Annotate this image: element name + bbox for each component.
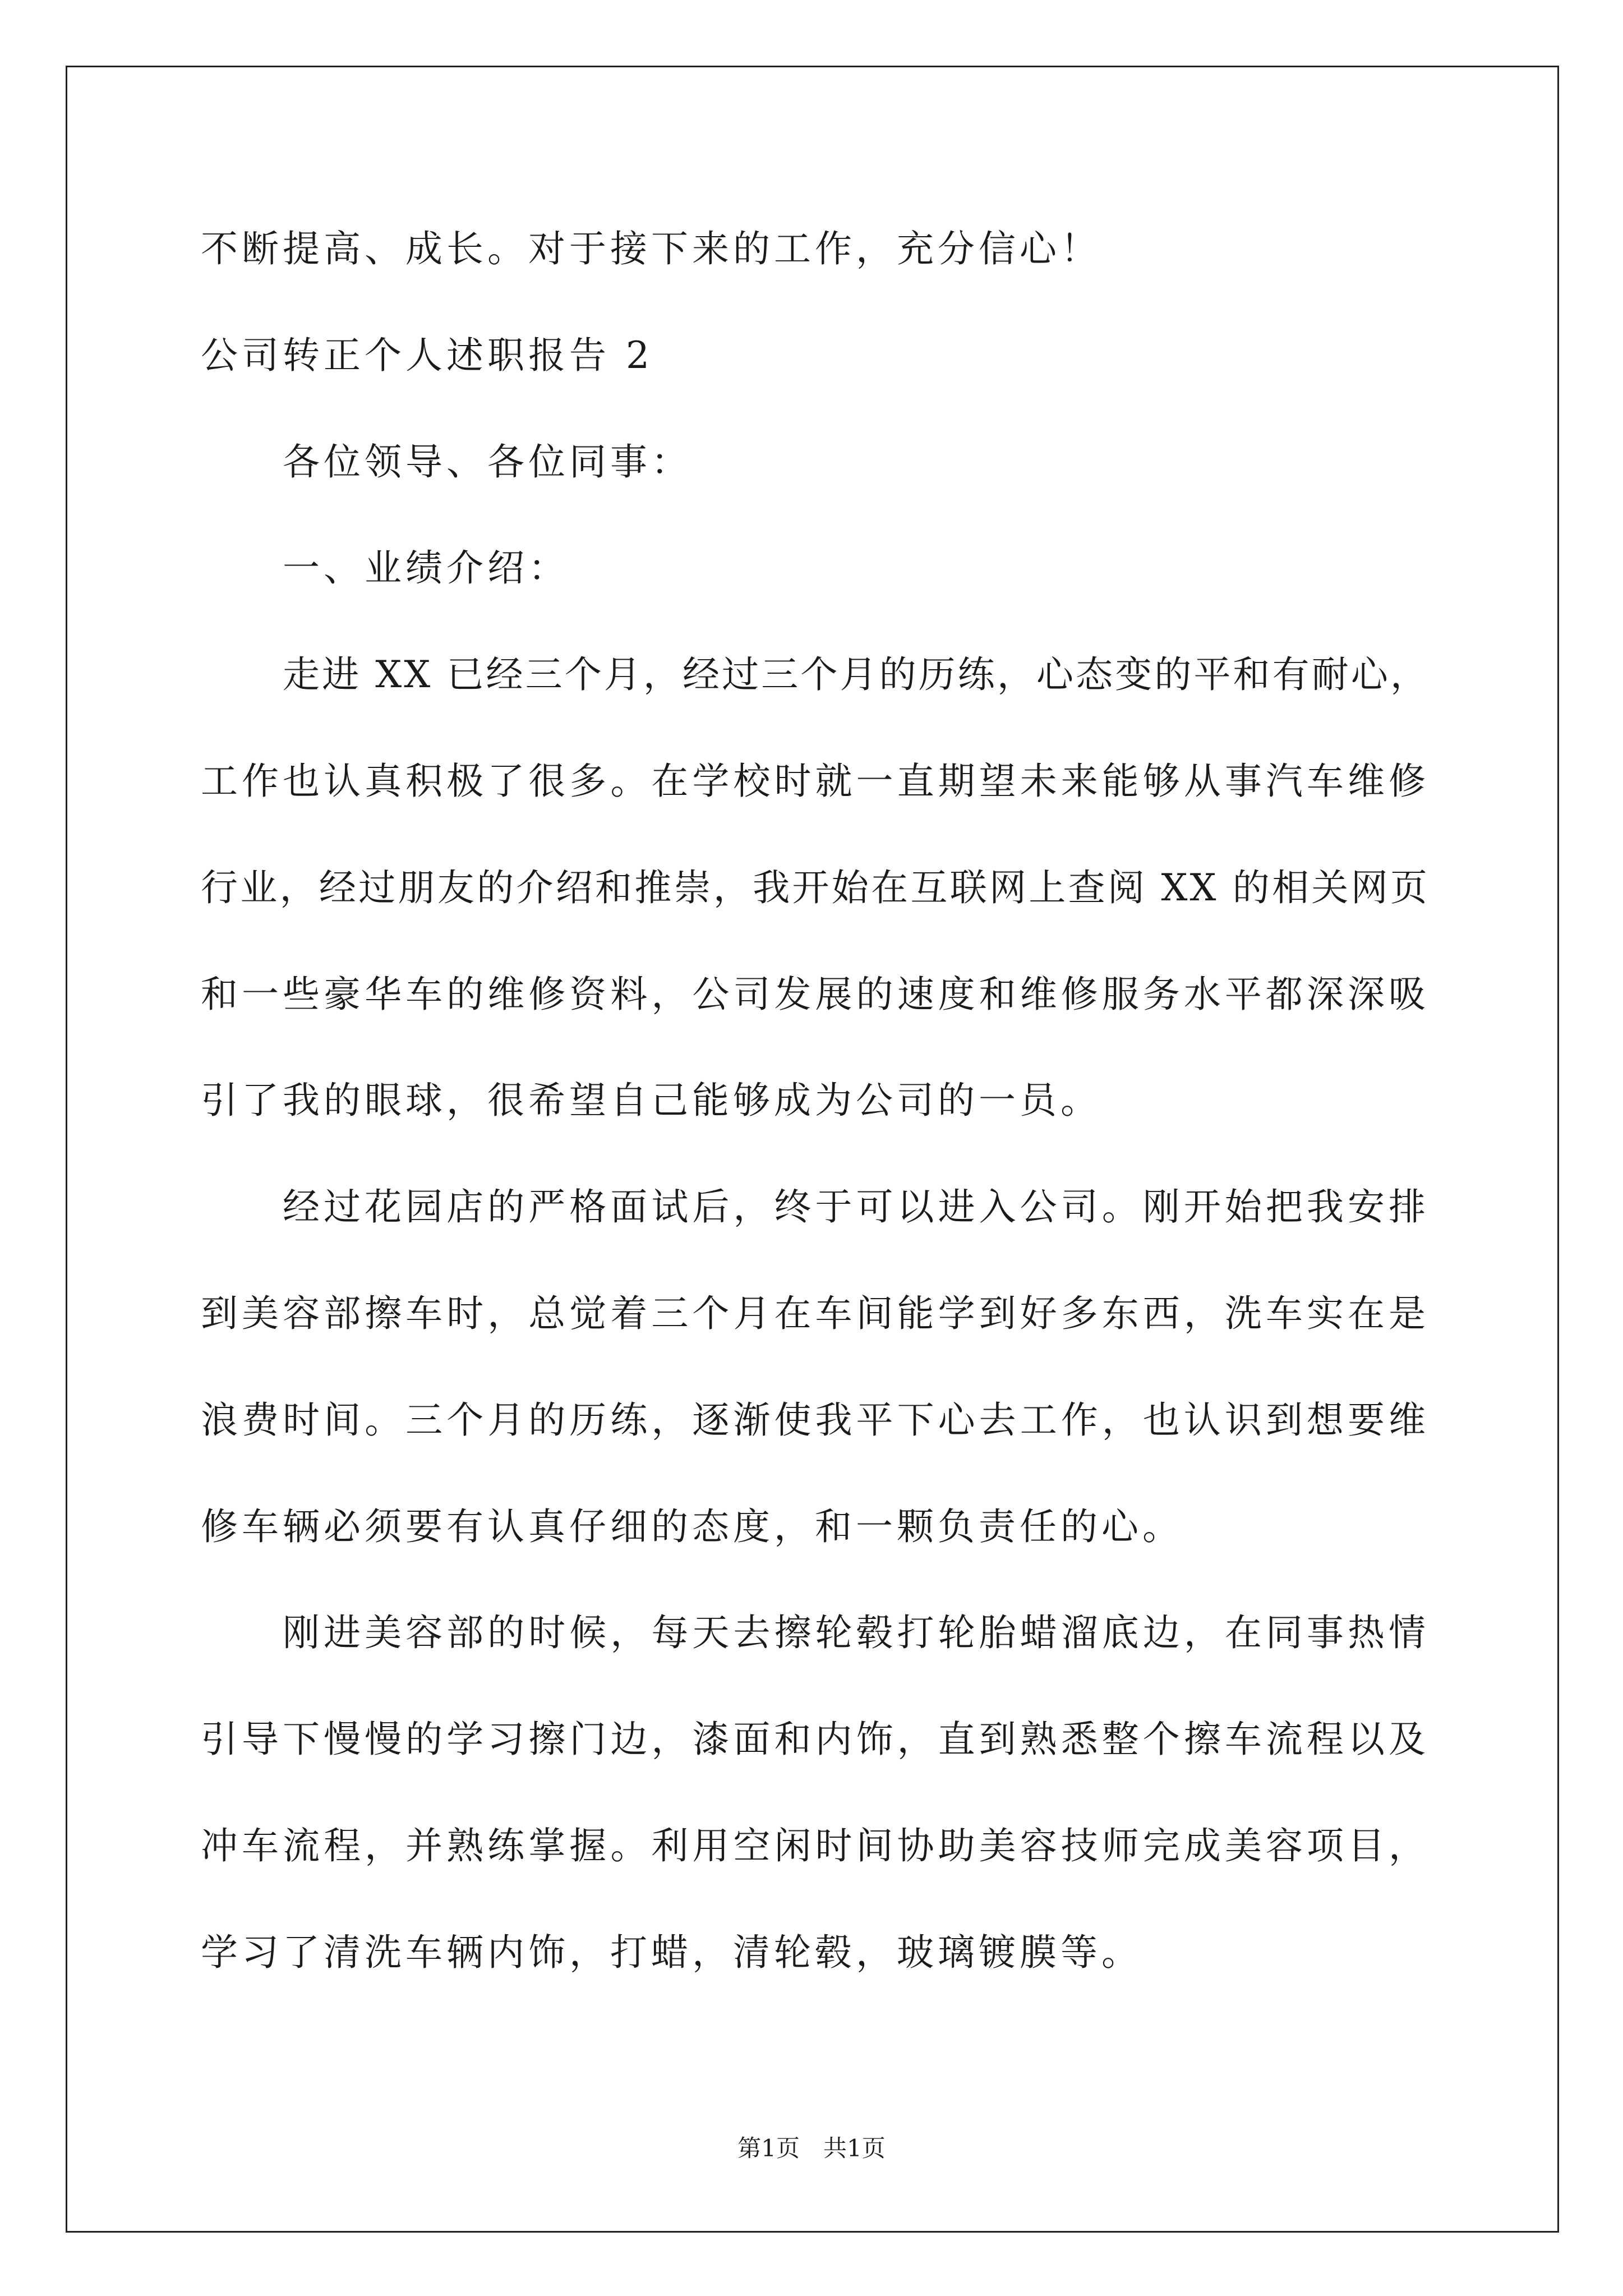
text-line: 到美容部擦车时，总觉着三个月在车间能学到好多东西，洗车实在是 — [201, 1291, 1430, 1335]
text-line: 修车辆必须要有认真仔细的态度，和一颗负责任的心。 — [201, 1504, 1183, 1548]
text-line: 经过花园店的严格面试后，终于可以进入公司。刚开始把我安排 — [283, 1185, 1430, 1229]
text-line: 工作也认真积极了很多。在学校时就一直期望未来能够从事汽车维修 — [201, 759, 1430, 803]
text-line: 走进 XX 已经三个月，经过三个月的历练，心态变的平和有耐心， — [283, 653, 1430, 697]
text-line: 刚进美容部的时候，每天去擦轮毂打轮胎蜡溜底边，在同事热情 — [283, 1611, 1430, 1655]
text-line: 引导下慢慢的学习擦门边，漆面和内饰，直到熟悉整个擦车流程以及 — [201, 1718, 1430, 1761]
text-line: 学习了清洗车辆内饰，打蜡，清轮毂，玻璃镀膜等。 — [201, 1930, 1142, 1974]
text-line: 和一些豪华车的维修资料，公司发展的速度和维修服务水平都深深吸 — [201, 972, 1430, 1016]
paragraph — [201, 622, 1468, 1154]
text-line: 行业，经过朋友的介绍和推崇，我开始在互联网上查阅 XX 的相关网页 — [201, 866, 1430, 909]
section-heading: 一、业绩介绍： — [283, 546, 569, 590]
salutation: 各位领导、各位同事： — [283, 440, 692, 484]
page-number-footer: 第1页 共1页 — [737, 2134, 886, 2162]
paragraph — [201, 1154, 1468, 1580]
report-title: 公司转正个人述职报告 2 — [201, 333, 653, 377]
text-line: 浪费时间。三个月的历练，逐渐使我平下心去工作，也认识到想要维 — [201, 1398, 1430, 1442]
paragraph — [201, 1580, 1468, 2005]
text-line: 引了我的眼球，很希望自己能够成为公司的一员。 — [201, 1079, 1101, 1122]
text-line: 冲车流程，并熟练掌握。利用空闲时间协助美容技师完成美容项目， — [201, 1824, 1430, 1867]
continuation-line: 不断提高、成长。对于接下来的工作，充分信心！ — [201, 227, 1101, 270]
document-body — [201, 196, 1468, 2006]
